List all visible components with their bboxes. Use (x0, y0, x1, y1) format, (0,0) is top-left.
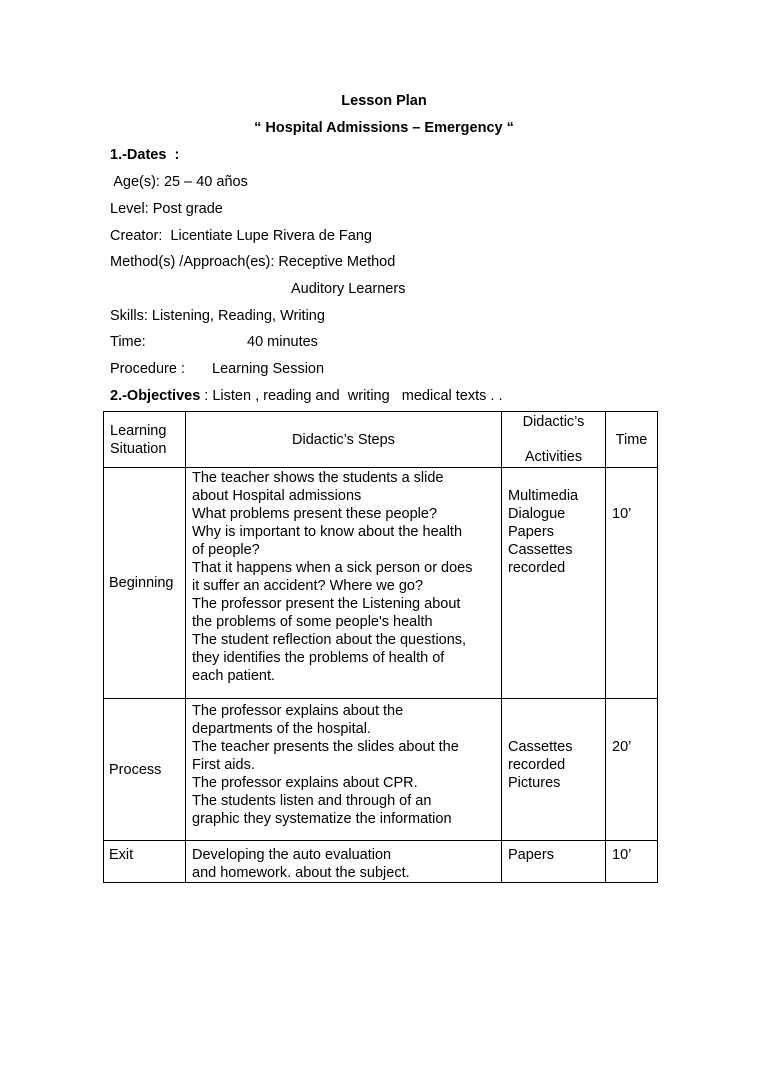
situation-process: Process (109, 761, 162, 778)
header-situation-cell (104, 412, 186, 468)
steps-cell (186, 468, 502, 699)
situation-cell (104, 699, 186, 841)
time-cell (606, 468, 658, 699)
steps-cell (186, 699, 502, 841)
header-time: Time (615, 431, 648, 448)
lesson-title: Lesson Plan (341, 93, 427, 109)
objectives-line (110, 388, 503, 404)
header-activities-bottom: Activities (524, 449, 583, 465)
creator-line: Creator: Licentiate Lupe Rivera de Fang (110, 228, 372, 244)
steps-beginning: The teacher shows the students a slide about Hospital admissions What problems present these people? Why is important to know about the health of people? That it happens when a sick person or does it suffer an accident? Where we go? The professor present the Listening about the problems of some people's health The student reflection about the questions, they identifies the problems of health of each patient. (192, 470, 473, 684)
objectives-text: : Listen , reading and writing medical texts . . (200, 388, 503, 404)
situation-cell (104, 841, 186, 883)
procedure-label: Procedure : (110, 361, 185, 377)
lesson-subtitle: “ Hospital Admissions – Emergency “ (254, 120, 514, 136)
time-value: 40 minutes (247, 334, 318, 350)
header-steps: Didactic’s Steps (292, 431, 395, 448)
time-exit: 10’ (612, 847, 632, 863)
time-label: Time: (110, 334, 146, 350)
steps-process: The professor explains about the departments of the hospital. The teacher presents the slides about the First aids. The professor explains about CPR. The students listen and through of an graphic they systematize the information (192, 703, 459, 827)
table-row (104, 699, 658, 841)
activities-beginning: Multimedia Dialogue Papers Cassettes recorded (508, 488, 579, 576)
table-header-row (104, 412, 658, 468)
method-continuation: Auditory Learners (291, 281, 406, 297)
dates-label: 1.-Dates : (110, 147, 180, 163)
header-activities-cell (502, 412, 606, 468)
procedure-value: Learning Session (212, 361, 325, 377)
level-line: Level: Post grade (110, 201, 223, 217)
age-line: Age(s): 25 – 40 años (110, 174, 248, 190)
time-beginning: 10’ (612, 506, 632, 522)
activities-cell (502, 699, 606, 841)
steps-exit: Developing the auto evaluation and homework. about the subject. (192, 847, 410, 881)
activities-exit: Papers (508, 847, 554, 863)
objectives-label: 2.-Objectives (110, 388, 201, 404)
table-row (104, 468, 658, 699)
table-row (104, 841, 658, 883)
header-steps-cell (186, 412, 502, 468)
activities-process: Cassettes recorded Pictures (508, 739, 573, 791)
time-cell (606, 699, 658, 841)
situation-beginning: Beginning (109, 575, 174, 591)
steps-cell (186, 841, 502, 883)
activities-cell (502, 468, 606, 699)
skills-line: Skills: Listening, Reading, Writing (110, 308, 325, 324)
header-activities-top: Didactic’s (522, 414, 585, 430)
situation-exit: Exit (109, 847, 134, 863)
time-cell (606, 841, 658, 883)
method-line: Method(s) /Approach(es): Receptive Method (110, 254, 396, 270)
lesson-plan-table (103, 411, 658, 883)
header-time-cell (606, 412, 658, 468)
header-situation: Learning Situation (110, 422, 167, 457)
time-process: 20’ (612, 739, 632, 755)
situation-cell (104, 468, 186, 699)
activities-cell (502, 841, 606, 883)
